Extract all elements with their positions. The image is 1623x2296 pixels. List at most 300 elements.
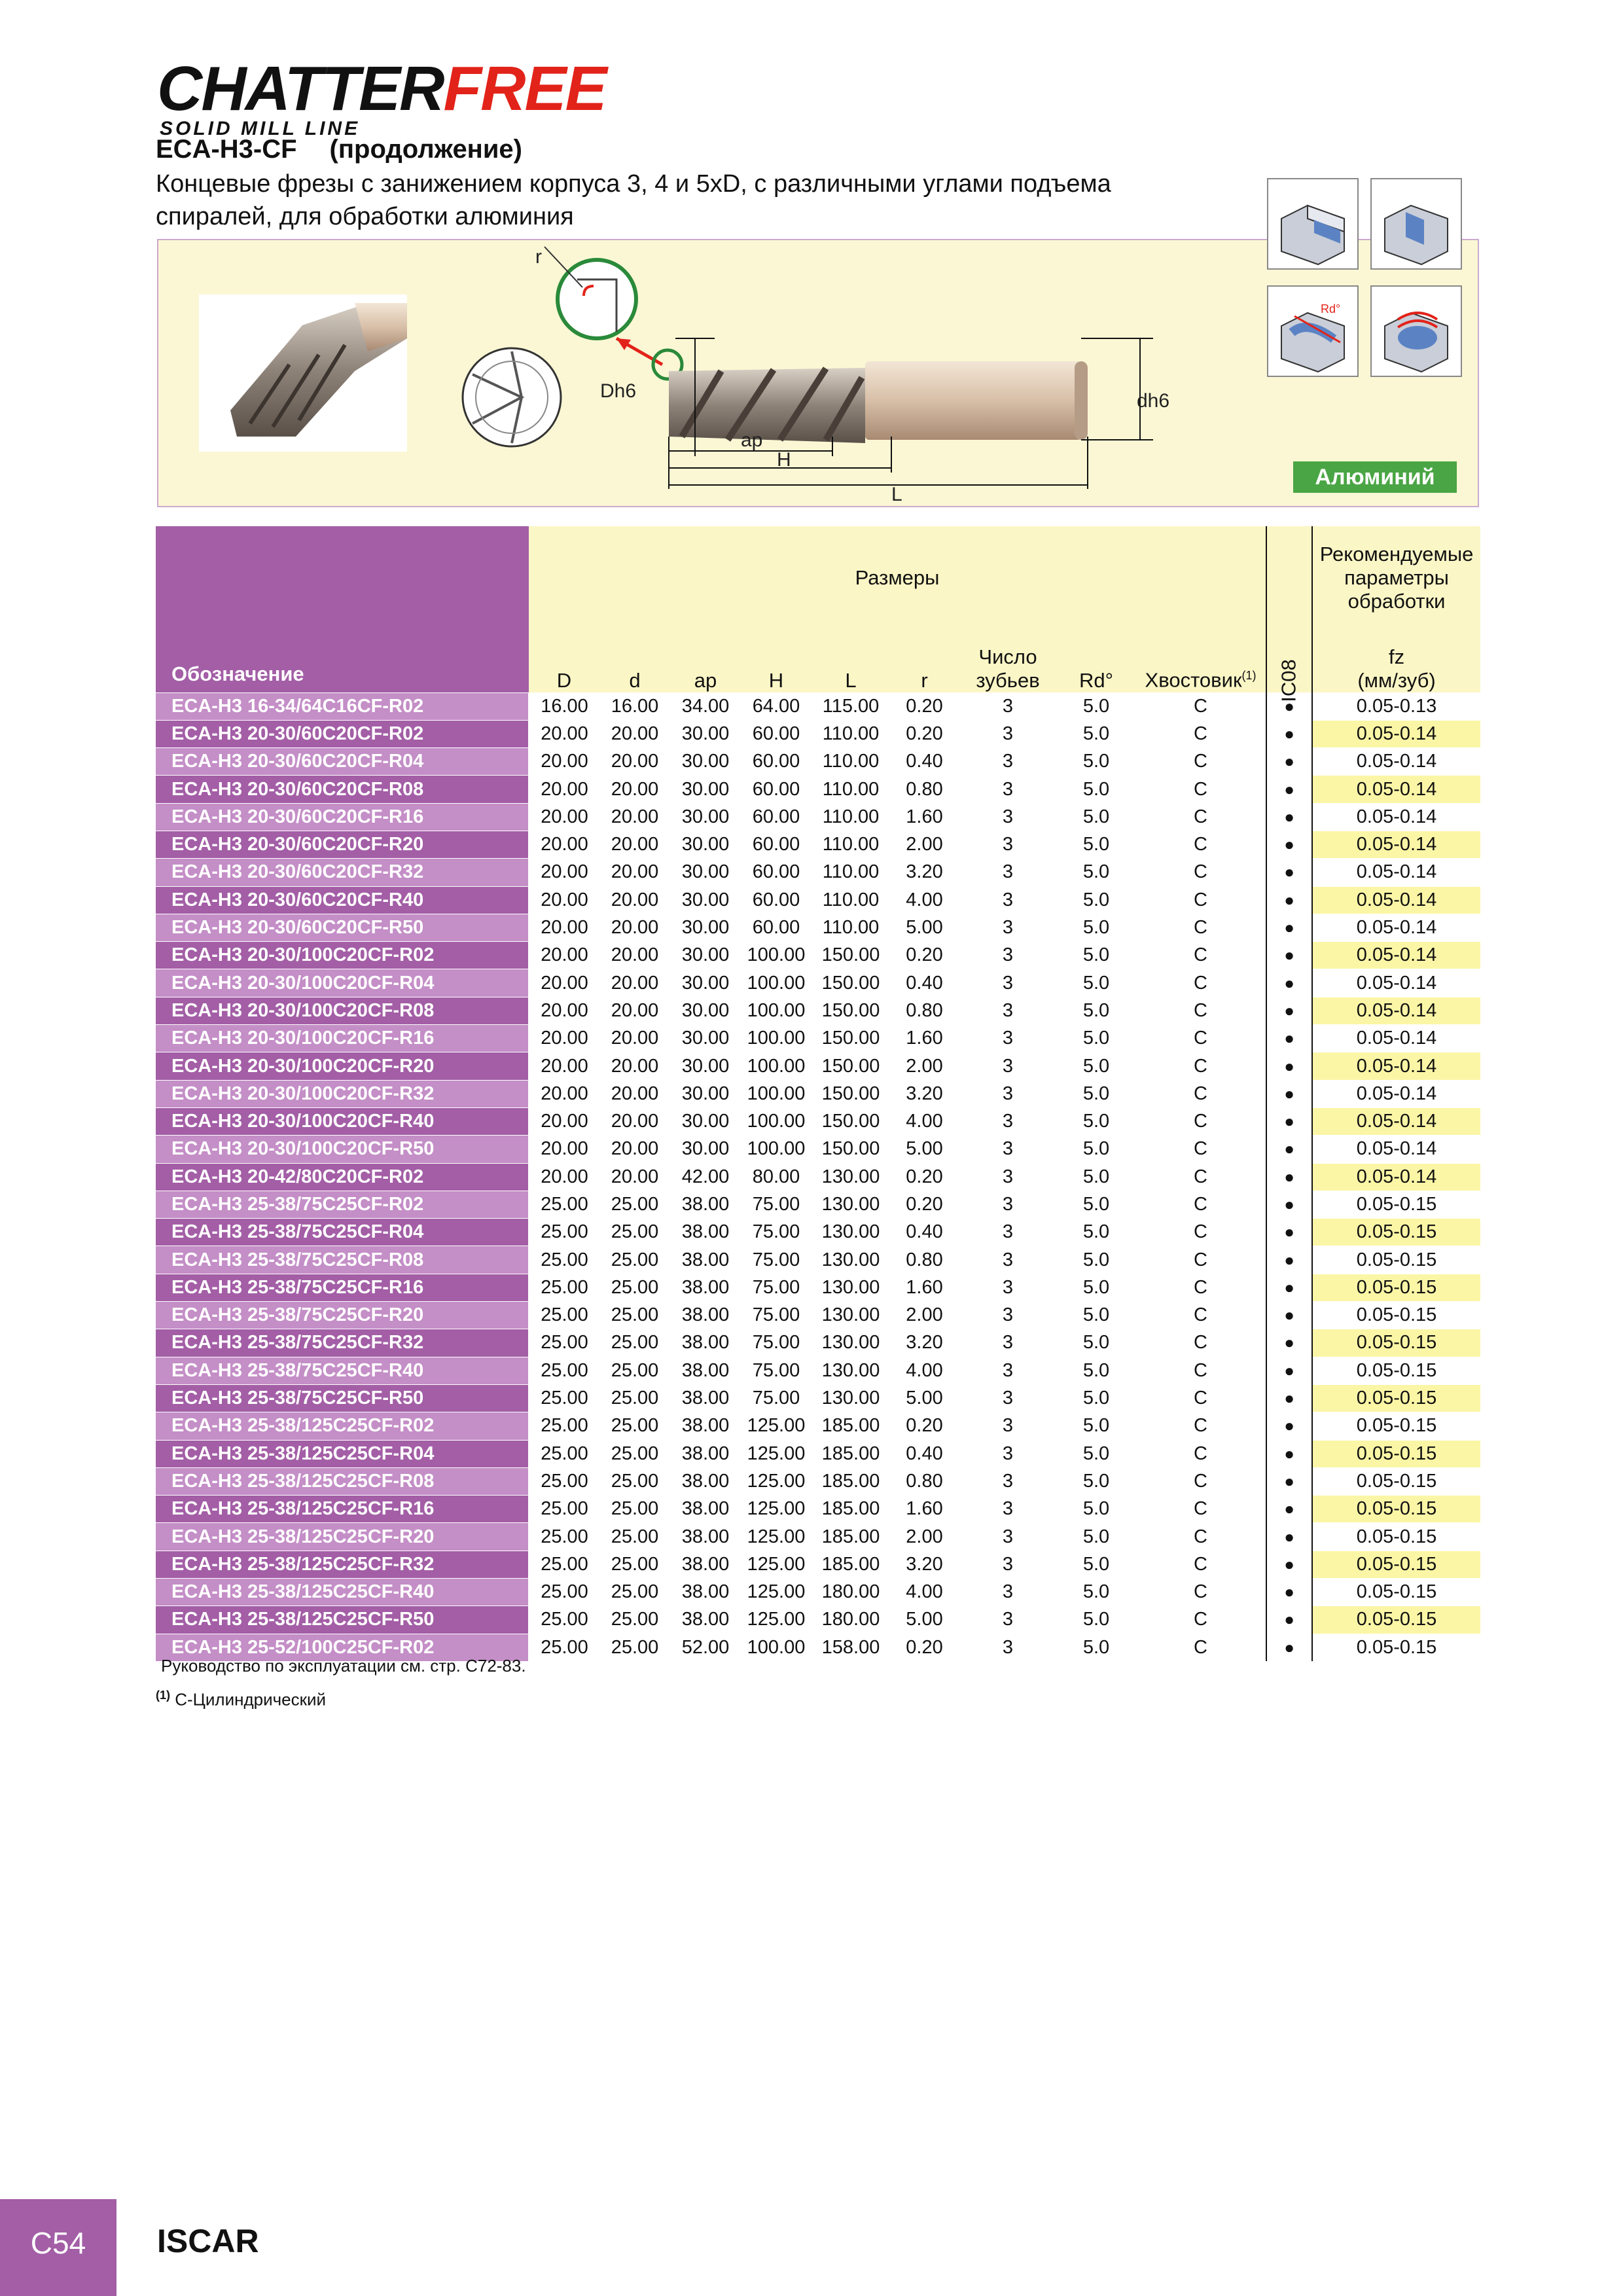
cell-d: 25.00 bbox=[599, 1191, 670, 1218]
cell-L: 185.00 bbox=[812, 1467, 890, 1495]
cell-H: 100.00 bbox=[741, 1634, 812, 1661]
cell-Rd: 5.0 bbox=[1057, 1412, 1135, 1440]
guide-note: Руководство по эксплуатации см. стр. С72-83. bbox=[161, 1656, 526, 1676]
cell-D: 20.00 bbox=[529, 776, 599, 803]
cell-designation: ECA-H3 20-30/100C20CF-R20 bbox=[156, 1052, 529, 1080]
cell-Rd: 5.0 bbox=[1057, 831, 1135, 858]
cell-teeth: 3 bbox=[959, 886, 1057, 914]
cell-Rd: 5.0 bbox=[1057, 859, 1135, 886]
cell-d: 20.00 bbox=[599, 969, 670, 997]
cell-r: 2.00 bbox=[890, 1302, 959, 1329]
cell-ap: 30.00 bbox=[670, 914, 741, 941]
product-code: ECA-H3-CF bbox=[156, 135, 297, 164]
cell-ap: 38.00 bbox=[670, 1412, 741, 1440]
cell-designation: ECA-H3 25-38/75C25CF-R02 bbox=[156, 1191, 529, 1218]
cell-D: 20.00 bbox=[529, 1163, 599, 1191]
cell-L: 185.00 bbox=[812, 1440, 890, 1467]
cell-teeth: 3 bbox=[959, 942, 1057, 969]
cell-grade-stock: ● bbox=[1266, 1440, 1312, 1467]
cell-grade-stock: ● bbox=[1266, 1384, 1312, 1412]
cell-d: 25.00 bbox=[599, 1329, 670, 1357]
cell-d: 25.00 bbox=[599, 1523, 670, 1551]
cell-designation: ECA-H3 20-30/100C20CF-R16 bbox=[156, 1025, 529, 1052]
cell-grade-stock: ● bbox=[1266, 1191, 1312, 1218]
cell-fz: 0.05-0.14 bbox=[1312, 776, 1480, 803]
cell-teeth: 3 bbox=[959, 1606, 1057, 1634]
cell-Rd: 5.0 bbox=[1057, 1246, 1135, 1274]
cell-r: 3.20 bbox=[890, 859, 959, 886]
cell-D: 20.00 bbox=[529, 1052, 599, 1080]
cell-D: 20.00 bbox=[529, 886, 599, 914]
cell-d: 20.00 bbox=[599, 942, 670, 969]
cell-grade-stock: ● bbox=[1266, 1274, 1312, 1301]
cell-Rd: 5.0 bbox=[1057, 969, 1135, 997]
chatterfree-logo bbox=[157, 54, 628, 139]
cell-fz: 0.05-0.14 bbox=[1312, 969, 1480, 997]
cell-L: 185.00 bbox=[812, 1523, 890, 1551]
cell-fz: 0.05-0.15 bbox=[1312, 1329, 1480, 1357]
cell-teeth: 3 bbox=[959, 1302, 1057, 1329]
cell-fz: 0.05-0.15 bbox=[1312, 1496, 1480, 1523]
cell-r: 4.00 bbox=[890, 886, 959, 914]
cell-shank: C bbox=[1135, 997, 1266, 1024]
cell-teeth: 3 bbox=[959, 914, 1057, 941]
cell-ap: 30.00 bbox=[670, 748, 741, 776]
corner-radius-detail bbox=[544, 247, 682, 379]
cell-shank: C bbox=[1135, 1302, 1266, 1329]
cell-designation: ECA-H3 25-38/125C25CF-R08 bbox=[156, 1467, 529, 1495]
cell-D: 25.00 bbox=[529, 1523, 599, 1551]
cell-D: 20.00 bbox=[529, 969, 599, 997]
cell-r: 1.60 bbox=[890, 1496, 959, 1523]
cell-grade-stock: ● bbox=[1266, 1136, 1312, 1163]
cell-d: 25.00 bbox=[599, 1384, 670, 1412]
cell-ap: 38.00 bbox=[670, 1606, 741, 1634]
table-row bbox=[156, 1274, 1480, 1301]
cell-fz: 0.05-0.15 bbox=[1312, 1384, 1480, 1412]
cell-designation: ECA-H3 25-38/125C25CF-R50 bbox=[156, 1606, 529, 1634]
cell-r: 0.20 bbox=[890, 1412, 959, 1440]
cell-shank: C bbox=[1135, 776, 1266, 803]
cell-L: 110.00 bbox=[812, 720, 890, 747]
cell-Rd: 5.0 bbox=[1057, 1523, 1135, 1551]
cell-designation: ECA-H3 20-30/100C20CF-R04 bbox=[156, 969, 529, 997]
cell-H: 100.00 bbox=[741, 997, 812, 1024]
cell-teeth: 3 bbox=[959, 1080, 1057, 1107]
slotting-icon bbox=[1370, 178, 1462, 270]
cell-fz: 0.05-0.15 bbox=[1312, 1219, 1480, 1246]
cell-fz: 0.05-0.14 bbox=[1312, 914, 1480, 941]
cell-shank: C bbox=[1135, 1107, 1266, 1135]
cell-ap: 30.00 bbox=[670, 720, 741, 747]
cell-shank: C bbox=[1135, 831, 1266, 858]
header-grade: IC08 bbox=[1266, 526, 1312, 692]
cell-D: 20.00 bbox=[529, 803, 599, 831]
cell-r: 0.20 bbox=[890, 692, 959, 720]
ramping-icon bbox=[1267, 285, 1359, 377]
cell-designation: ECA-H3 20-30/100C20CF-R08 bbox=[156, 997, 529, 1024]
cell-ap: 38.00 bbox=[670, 1219, 741, 1246]
cell-grade-stock: ● bbox=[1266, 942, 1312, 969]
cell-D: 20.00 bbox=[529, 1025, 599, 1052]
table-row bbox=[156, 1357, 1480, 1384]
cell-fz: 0.05-0.15 bbox=[1312, 1412, 1480, 1440]
cell-designation: ECA-H3 20-30/60C20CF-R02 bbox=[156, 720, 529, 747]
cell-d: 25.00 bbox=[599, 1219, 670, 1246]
table-row bbox=[156, 1412, 1480, 1440]
cell-teeth: 3 bbox=[959, 1412, 1057, 1440]
cell-L: 130.00 bbox=[812, 1329, 890, 1357]
cell-D: 25.00 bbox=[529, 1634, 599, 1661]
cell-D: 25.00 bbox=[529, 1219, 599, 1246]
cell-teeth: 3 bbox=[959, 1136, 1057, 1163]
table-row bbox=[156, 1496, 1480, 1523]
cell-d: 25.00 bbox=[599, 1467, 670, 1495]
table-row bbox=[156, 1080, 1480, 1107]
cell-fz: 0.05-0.14 bbox=[1312, 720, 1480, 747]
cell-D: 25.00 bbox=[529, 1579, 599, 1606]
cell-teeth: 3 bbox=[959, 720, 1057, 747]
cell-teeth: 3 bbox=[959, 1274, 1057, 1301]
cell-fz: 0.05-0.14 bbox=[1312, 1080, 1480, 1107]
cell-teeth: 3 bbox=[959, 1384, 1057, 1412]
cell-D: 20.00 bbox=[529, 1136, 599, 1163]
cell-Rd: 5.0 bbox=[1057, 692, 1135, 720]
tool-side-view bbox=[669, 361, 1088, 443]
cell-shank: C bbox=[1135, 720, 1266, 747]
cell-designation: ECA-H3 16-34/64C16CF-R02 bbox=[156, 692, 529, 720]
cell-Rd: 5.0 bbox=[1057, 1219, 1135, 1246]
table-row bbox=[156, 1163, 1480, 1191]
cell-grade-stock: ● bbox=[1266, 803, 1312, 831]
cell-r: 3.20 bbox=[890, 1551, 959, 1578]
cell-H: 125.00 bbox=[741, 1523, 812, 1551]
cell-Rd: 5.0 bbox=[1057, 1191, 1135, 1218]
cell-r: 0.80 bbox=[890, 1467, 959, 1495]
header-params-group: Рекомендуемые параметры обработки bbox=[1312, 526, 1480, 630]
cell-ap: 30.00 bbox=[670, 942, 741, 969]
cell-ap: 38.00 bbox=[670, 1496, 741, 1523]
material-badge: Алюминий bbox=[1293, 461, 1457, 493]
cell-D: 25.00 bbox=[529, 1467, 599, 1495]
cell-shank: C bbox=[1135, 1080, 1266, 1107]
cell-shank: C bbox=[1135, 914, 1266, 941]
header-sizes-group: Размеры bbox=[529, 526, 1266, 630]
cell-grade-stock: ● bbox=[1266, 886, 1312, 914]
cell-H: 60.00 bbox=[741, 831, 812, 858]
cell-H: 100.00 bbox=[741, 1107, 812, 1135]
cell-teeth: 3 bbox=[959, 969, 1057, 997]
cell-designation: ECA-H3 20-30/100C20CF-R40 bbox=[156, 1107, 529, 1135]
cell-teeth: 3 bbox=[959, 1025, 1057, 1052]
cell-d: 20.00 bbox=[599, 997, 670, 1024]
cell-Rd: 5.0 bbox=[1057, 1467, 1135, 1495]
cell-teeth: 3 bbox=[959, 1467, 1057, 1495]
cell-fz: 0.05-0.14 bbox=[1312, 803, 1480, 831]
cell-d: 20.00 bbox=[599, 1163, 670, 1191]
cell-L: 185.00 bbox=[812, 1551, 890, 1578]
cell-ap: 38.00 bbox=[670, 1579, 741, 1606]
cell-designation: ECA-H3 25-38/125C25CF-R40 bbox=[156, 1579, 529, 1606]
cell-fz: 0.05-0.15 bbox=[1312, 1579, 1480, 1606]
cell-H: 100.00 bbox=[741, 1025, 812, 1052]
cell-L: 150.00 bbox=[812, 1025, 890, 1052]
table-row bbox=[156, 803, 1480, 831]
table-row bbox=[156, 1606, 1480, 1634]
table-row bbox=[156, 748, 1480, 776]
cell-Rd: 5.0 bbox=[1057, 914, 1135, 941]
cell-grade-stock: ● bbox=[1266, 1219, 1312, 1246]
tool-end-view bbox=[463, 348, 561, 446]
cell-H: 75.00 bbox=[741, 1246, 812, 1274]
label-H: H bbox=[777, 449, 791, 471]
cell-shank: C bbox=[1135, 748, 1266, 776]
cell-teeth: 3 bbox=[959, 859, 1057, 886]
cell-D: 20.00 bbox=[529, 1080, 599, 1107]
cell-shank: C bbox=[1135, 942, 1266, 969]
cell-ap: 38.00 bbox=[670, 1246, 741, 1274]
cell-H: 125.00 bbox=[741, 1606, 812, 1634]
cell-H: 75.00 bbox=[741, 1384, 812, 1412]
cell-grade-stock: ● bbox=[1266, 1052, 1312, 1080]
cell-shank: C bbox=[1135, 1384, 1266, 1412]
cell-ap: 38.00 bbox=[670, 1274, 741, 1301]
cell-r: 0.20 bbox=[890, 942, 959, 969]
cell-d: 25.00 bbox=[599, 1606, 670, 1634]
cell-H: 100.00 bbox=[741, 1136, 812, 1163]
cell-r: 0.20 bbox=[890, 1634, 959, 1661]
cell-shank: C bbox=[1135, 859, 1266, 886]
cell-H: 80.00 bbox=[741, 1163, 812, 1191]
cell-ap: 30.00 bbox=[670, 886, 741, 914]
cell-L: 150.00 bbox=[812, 1136, 890, 1163]
footnote: $^{(1)}$ С-Цилиндрический bbox=[156, 1689, 327, 1710]
cell-grade-stock: ● bbox=[1266, 1412, 1312, 1440]
table-row bbox=[156, 1191, 1480, 1218]
cell-shank: C bbox=[1135, 886, 1266, 914]
cell-Rd: 5.0 bbox=[1057, 748, 1135, 776]
cell-L: 130.00 bbox=[812, 1163, 890, 1191]
cell-teeth: 3 bbox=[959, 1107, 1057, 1135]
cell-shank: C bbox=[1135, 1191, 1266, 1218]
table-row bbox=[156, 1025, 1480, 1052]
cell-L: 110.00 bbox=[812, 831, 890, 858]
cell-d: 20.00 bbox=[599, 1052, 670, 1080]
product-table bbox=[156, 526, 1480, 1661]
cell-grade-stock: ● bbox=[1266, 969, 1312, 997]
cell-ap: 38.00 bbox=[670, 1523, 741, 1551]
cell-D: 25.00 bbox=[529, 1384, 599, 1412]
cell-grade-stock: ● bbox=[1266, 1025, 1312, 1052]
cell-grade-stock: ● bbox=[1266, 1329, 1312, 1357]
cell-ap: 52.00 bbox=[670, 1634, 741, 1661]
cell-designation: ECA-H3 25-38/125C25CF-R20 bbox=[156, 1523, 529, 1551]
cell-d: 20.00 bbox=[599, 831, 670, 858]
helical-interpolation-icon bbox=[1370, 285, 1462, 377]
cell-teeth: 3 bbox=[959, 1634, 1057, 1661]
cell-teeth: 3 bbox=[959, 748, 1057, 776]
label-ap: ap bbox=[741, 429, 763, 451]
cell-teeth: 3 bbox=[959, 1163, 1057, 1191]
table-row bbox=[156, 1219, 1480, 1246]
cell-r: 0.40 bbox=[890, 748, 959, 776]
cell-D: 20.00 bbox=[529, 720, 599, 747]
cell-d: 25.00 bbox=[599, 1551, 670, 1578]
cell-shank: C bbox=[1135, 969, 1266, 997]
table-row bbox=[156, 1302, 1480, 1329]
header-r: r bbox=[890, 630, 959, 692]
cell-fz: 0.05-0.15 bbox=[1312, 1467, 1480, 1495]
table-row bbox=[156, 1329, 1480, 1357]
cell-L: 180.00 bbox=[812, 1606, 890, 1634]
cell-ap: 30.00 bbox=[670, 803, 741, 831]
cell-H: 100.00 bbox=[741, 1080, 812, 1107]
cell-L: 185.00 bbox=[812, 1496, 890, 1523]
cell-L: 130.00 bbox=[812, 1302, 890, 1329]
cell-L: 150.00 bbox=[812, 969, 890, 997]
cell-shank: C bbox=[1135, 1440, 1266, 1467]
cell-ap: 38.00 bbox=[670, 1302, 741, 1329]
cell-shank: C bbox=[1135, 1246, 1266, 1274]
cell-grade-stock: ● bbox=[1266, 776, 1312, 803]
cell-d: 20.00 bbox=[599, 1136, 670, 1163]
cell-ap: 38.00 bbox=[670, 1191, 741, 1218]
cell-H: 100.00 bbox=[741, 969, 812, 997]
cell-grade-stock: ● bbox=[1266, 831, 1312, 858]
cell-Rd: 5.0 bbox=[1057, 997, 1135, 1024]
cell-d: 25.00 bbox=[599, 1274, 670, 1301]
cell-d: 25.00 bbox=[599, 1357, 670, 1384]
cell-Rd: 5.0 bbox=[1057, 1634, 1135, 1661]
cell-teeth: 3 bbox=[959, 1579, 1057, 1606]
cell-fz: 0.05-0.15 bbox=[1312, 1246, 1480, 1274]
table-row bbox=[156, 1467, 1480, 1495]
cell-grade-stock: ● bbox=[1266, 1246, 1312, 1274]
cell-H: 60.00 bbox=[741, 914, 812, 941]
cell-d: 20.00 bbox=[599, 748, 670, 776]
cell-H: 60.00 bbox=[741, 859, 812, 886]
table-row bbox=[156, 997, 1480, 1024]
cell-r: 2.00 bbox=[890, 1523, 959, 1551]
cell-H: 125.00 bbox=[741, 1496, 812, 1523]
cell-ap: 30.00 bbox=[670, 997, 741, 1024]
cell-shank: C bbox=[1135, 1523, 1266, 1551]
cell-designation: ECA-H3 25-38/75C25CF-R50 bbox=[156, 1384, 529, 1412]
table-row bbox=[156, 859, 1480, 886]
cell-ap: 38.00 bbox=[670, 1357, 741, 1384]
cell-d: 20.00 bbox=[599, 720, 670, 747]
cell-Rd: 5.0 bbox=[1057, 1384, 1135, 1412]
cell-H: 125.00 bbox=[741, 1551, 812, 1578]
header-shank: Хвостовик$^{(1)}$ bbox=[1135, 630, 1266, 692]
header-H: H bbox=[741, 630, 812, 692]
cell-L: 180.00 bbox=[812, 1579, 890, 1606]
cell-shank: C bbox=[1135, 1163, 1266, 1191]
cell-teeth: 3 bbox=[959, 776, 1057, 803]
table-row bbox=[156, 1551, 1480, 1578]
cell-ap: 34.00 bbox=[670, 692, 741, 720]
cell-L: 130.00 bbox=[812, 1246, 890, 1274]
cell-shank: C bbox=[1135, 1357, 1266, 1384]
cell-fz: 0.05-0.13 bbox=[1312, 692, 1480, 720]
cell-shank: C bbox=[1135, 1606, 1266, 1634]
cell-L: 130.00 bbox=[812, 1219, 890, 1246]
cell-d: 20.00 bbox=[599, 776, 670, 803]
cell-d: 20.00 bbox=[599, 1025, 670, 1052]
cell-ap: 38.00 bbox=[670, 1384, 741, 1412]
page-title bbox=[156, 135, 522, 164]
cell-ap: 30.00 bbox=[670, 1025, 741, 1052]
cell-D: 25.00 bbox=[529, 1246, 599, 1274]
table-row bbox=[156, 831, 1480, 858]
cell-L: 130.00 bbox=[812, 1191, 890, 1218]
cell-ap: 38.00 bbox=[670, 1329, 741, 1357]
cell-L: 115.00 bbox=[812, 692, 890, 720]
cell-r: 0.20 bbox=[890, 1163, 959, 1191]
cell-D: 25.00 bbox=[529, 1302, 599, 1329]
cell-D: 20.00 bbox=[529, 997, 599, 1024]
cell-grade-stock: ● bbox=[1266, 1302, 1312, 1329]
cell-H: 125.00 bbox=[741, 1579, 812, 1606]
cell-fz: 0.05-0.15 bbox=[1312, 1274, 1480, 1301]
table-row bbox=[156, 1107, 1480, 1135]
cell-r: 2.00 bbox=[890, 831, 959, 858]
cell-r: 0.20 bbox=[890, 720, 959, 747]
header-Rd: Rd° bbox=[1057, 630, 1135, 692]
cell-fz: 0.05-0.14 bbox=[1312, 886, 1480, 914]
cell-ap: 42.00 bbox=[670, 1163, 741, 1191]
cell-ap: 30.00 bbox=[670, 859, 741, 886]
cell-ap: 30.00 bbox=[670, 1136, 741, 1163]
table-row bbox=[156, 969, 1480, 997]
cell-Rd: 5.0 bbox=[1057, 1080, 1135, 1107]
table-row bbox=[156, 776, 1480, 803]
cell-designation: ECA-H3 20-30/60C20CF-R40 bbox=[156, 886, 529, 914]
cell-Rd: 5.0 bbox=[1057, 1052, 1135, 1080]
cell-r: 5.00 bbox=[890, 1606, 959, 1634]
cell-shank: C bbox=[1135, 1136, 1266, 1163]
cell-D: 20.00 bbox=[529, 1107, 599, 1135]
cell-designation: ECA-H3 25-38/75C25CF-R16 bbox=[156, 1274, 529, 1301]
cell-shank: C bbox=[1135, 1025, 1266, 1052]
cell-r: 1.60 bbox=[890, 803, 959, 831]
cell-designation: ECA-H3 25-38/125C25CF-R32 bbox=[156, 1551, 529, 1578]
cell-designation: ECA-H3 20-30/60C20CF-R50 bbox=[156, 914, 529, 941]
cell-L: 110.00 bbox=[812, 748, 890, 776]
cell-fz: 0.05-0.14 bbox=[1312, 859, 1480, 886]
cell-ap: 38.00 bbox=[670, 1440, 741, 1467]
label-r: r bbox=[535, 246, 542, 268]
cell-ap: 30.00 bbox=[670, 1107, 741, 1135]
label-d: dh6 bbox=[1137, 390, 1170, 412]
cell-r: 0.80 bbox=[890, 997, 959, 1024]
cell-ap: 30.00 bbox=[670, 969, 741, 997]
header-d: d bbox=[599, 630, 670, 692]
cell-designation: ECA-H3 25-38/75C25CF-R40 bbox=[156, 1357, 529, 1384]
cell-ap: 38.00 bbox=[670, 1467, 741, 1495]
table-row bbox=[156, 1440, 1480, 1467]
cell-H: 75.00 bbox=[741, 1357, 812, 1384]
cell-grade-stock: ● bbox=[1266, 1467, 1312, 1495]
cell-fz: 0.05-0.15 bbox=[1312, 1302, 1480, 1329]
cell-L: 110.00 bbox=[812, 803, 890, 831]
cell-d: 20.00 bbox=[599, 1107, 670, 1135]
cell-teeth: 3 bbox=[959, 803, 1057, 831]
cell-D: 25.00 bbox=[529, 1551, 599, 1578]
cell-D: 25.00 bbox=[529, 1440, 599, 1467]
cell-r: 5.00 bbox=[890, 1384, 959, 1412]
cell-r: 4.00 bbox=[890, 1357, 959, 1384]
